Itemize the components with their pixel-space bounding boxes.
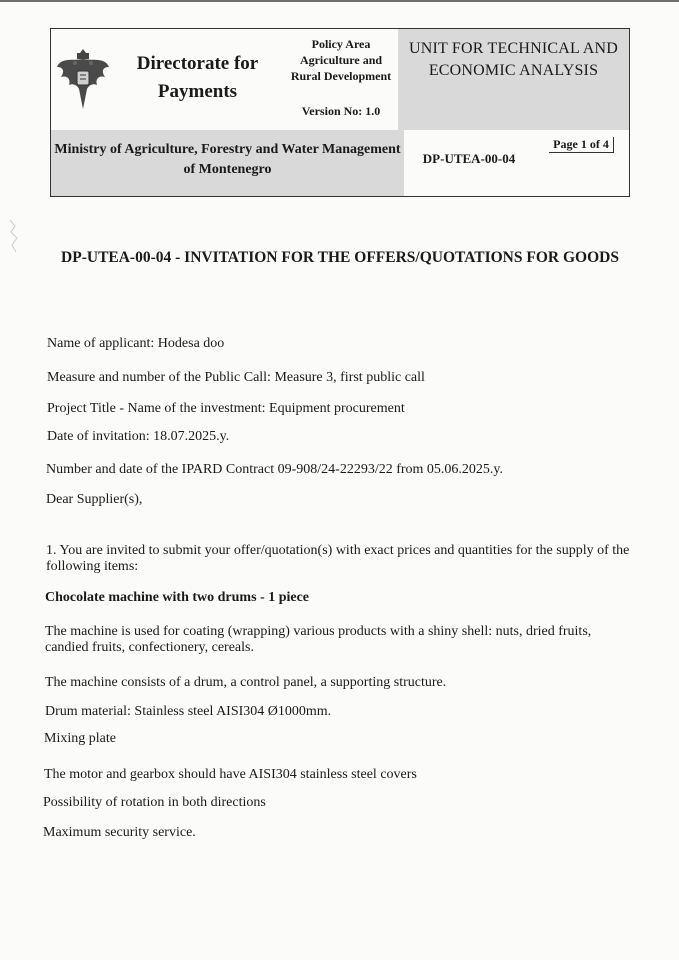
spec-line: Mixing plate bbox=[44, 731, 116, 746]
policy-area: Policy Area Agriculture and Rural Development bbox=[284, 29, 398, 92]
product-heading: Chocolate machine with two drums - 1 piece bbox=[45, 590, 310, 605]
applicant-name: Name of applicant: Hodesa doo bbox=[47, 336, 225, 351]
logo-cell bbox=[51, 29, 284, 130]
directorate-title: Directorate for Payments bbox=[136, 53, 259, 102]
invitation-date: Date of invitation: 18.07.2025.y. bbox=[47, 429, 230, 444]
version-number: Version No: 1.0 bbox=[284, 92, 398, 130]
ministry-name: Ministry of Agriculture, Forestry and Water Management of Montenegro bbox=[51, 130, 404, 196]
spec-line: Drum material: Stainless steel AISI304 Ø1000mm. bbox=[45, 704, 332, 719]
montenegro-coat-of-arms-icon bbox=[55, 45, 111, 113]
spec-line: Possibility of rotation in both directions bbox=[43, 795, 266, 810]
salutation: Dear Supplier(s), bbox=[46, 492, 143, 507]
spec-line: The machine consists of a drum, a control panel, a supporting structure. bbox=[45, 675, 447, 690]
unit-name: UNIT FOR TECHNICAL AND ECONOMIC ANALYSIS bbox=[398, 29, 629, 130]
spec-line: Maximum security service. bbox=[43, 825, 196, 840]
document-title: DP-UTEA-00-04 - INVITATION FOR THE OFFERS/QUOTATIONS FOR GOODS bbox=[61, 249, 619, 266]
project-title: Project Title - Name of the investment: Equipment procurement bbox=[47, 401, 405, 416]
document-header-table bbox=[50, 28, 630, 197]
document-code: DP-UTEA-00-04 bbox=[404, 130, 534, 196]
invitation-item-1: 1. You are invited to submit your offer/quotation(s) with exact prices and quantities for the supply of the following items: bbox=[46, 543, 630, 574]
scan-top-edge bbox=[0, 0, 679, 2]
ipard-contract: Number and date of the IPARD Contract 09-908/24-22293/22 from 05.06.2025.y. bbox=[46, 462, 504, 477]
spec-line: The motor and gearbox should have AISI304 stainless steel covers bbox=[44, 767, 417, 782]
product-description: The machine is used for coating (wrapping) various products with a shiny shell: nuts, dried fruits, candied fruits, confectionery, cereals. bbox=[45, 624, 592, 655]
public-call-measure: Measure and number of the Public Call: Measure 3, first public call bbox=[47, 370, 425, 385]
scan-noise bbox=[6, 218, 22, 256]
page-number-cell bbox=[534, 130, 629, 196]
page-number: Page 1 of 4 bbox=[549, 137, 614, 153]
